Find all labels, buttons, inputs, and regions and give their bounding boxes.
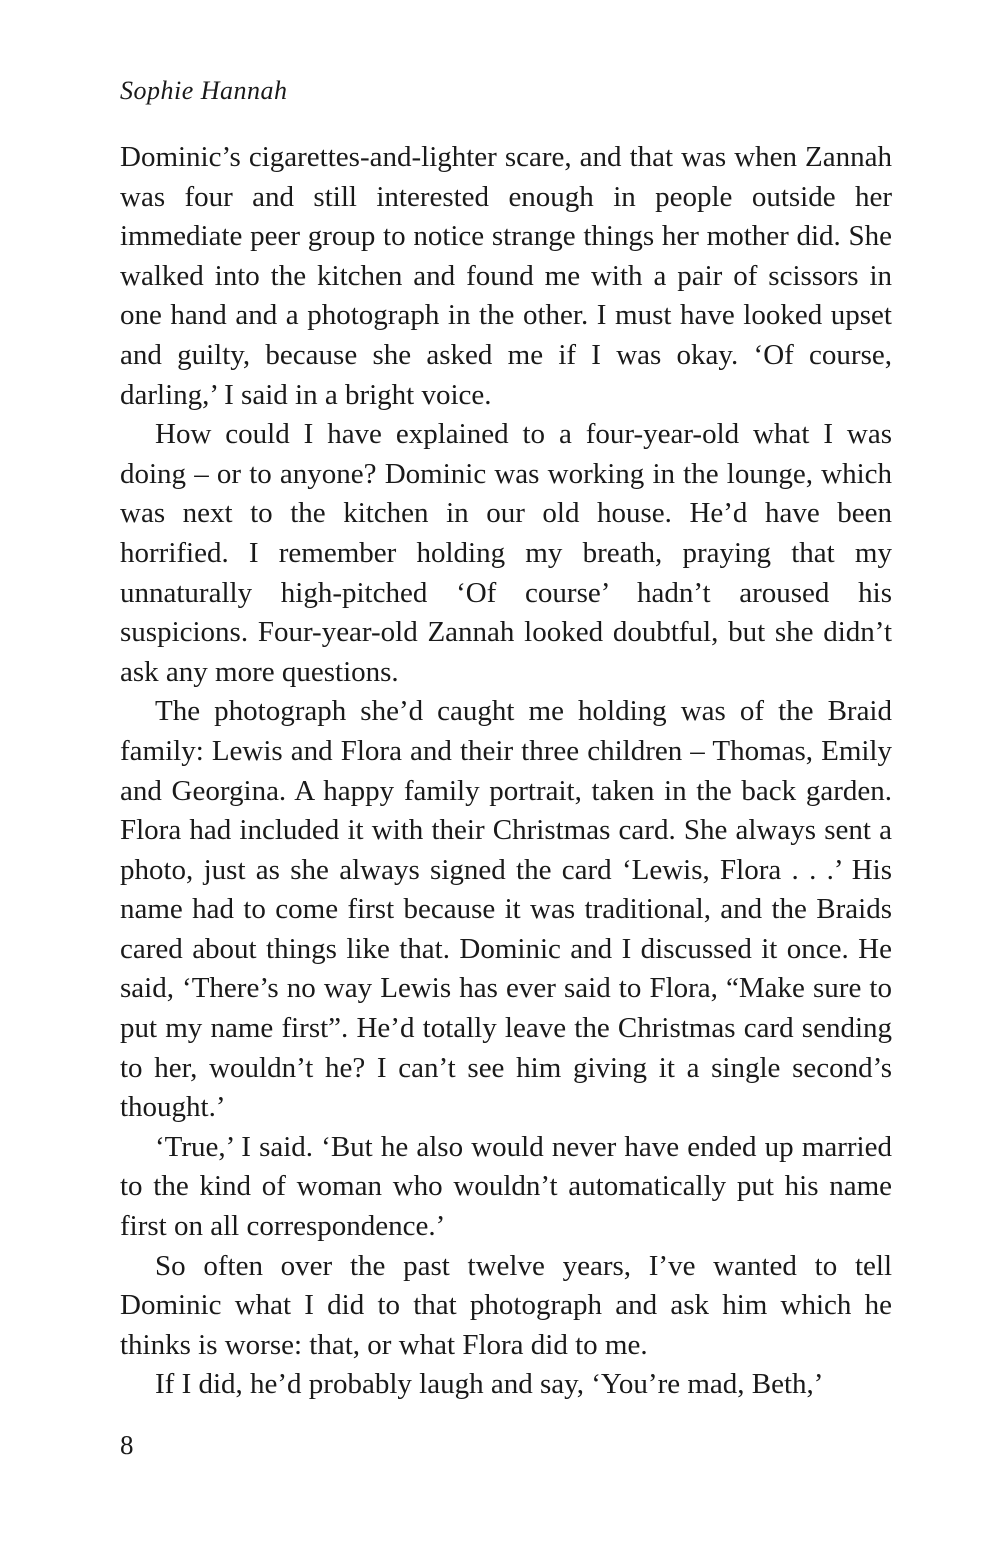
body-text	[120, 138, 892, 1405]
running-head: Sophie Hannah	[120, 76, 288, 105]
paragraph-4: ‘True,’ I said. ‘But he also would never have ended up married to the kind of woman who wouldn’t automatically put his name first on all correspondence.’	[120, 1130, 892, 1243]
paragraph-3: The photograph she’d caught me holding was of the Braid family: Lewis and Flora and their three children – Thomas, Emily and Georgina. A happy family portrait, taken in the back garden. Flora had included it with their Christmas card. She always sent a photo, just as she always signed the card ‘Lewis, Flora . . .’ His name had to come first because it was traditional, and the Braids cared about things like that. Dominic and I discussed it once. He said, ‘There’s no way Lewis has ever said to Flora, “Make sure to put my name first”. He’d totally leave the Christmas card sending to her, wouldn’t he? I can’t see him giving it a single second’s thought.’	[120, 695, 892, 1124]
page-number: 8	[120, 1430, 134, 1460]
paragraph-5: So often over the past twelve years, I’ve wanted to tell Dominic what I did to that photograph and ask him which he thinks is worse: that, or what Flora did to me.	[120, 1249, 892, 1361]
paragraph-2: How could I have explained to a four-year-old what I was doing – or to anyone? Dominic was working in the lounge, which was next to the kitchen in our old house. He’d have been horrified. I remember holding my breath, praying that my unnaturally high-pitched ‘Of course’ hadn’t aroused his suspicions. Four-year-old Zannah looked doubtful, but she didn’t ask any more questions.	[120, 418, 892, 688]
paragraph-6: If I did, he’d probably laugh and say, ‘You’re mad, Beth,’	[155, 1368, 824, 1401]
paragraph-1: Dominic’s cigarettes-and-lighter scare, and that was when Zannah was four and still interested enough in people outside her immediate peer group to notice strange things her mother did. She walked into the kitchen and found me with a pair of scissors in one hand and a photograph in the other. I must have looked upset and guilty, because she asked me if I was okay. ‘Of course, darling,’ I said in a bright voice.	[120, 141, 892, 411]
